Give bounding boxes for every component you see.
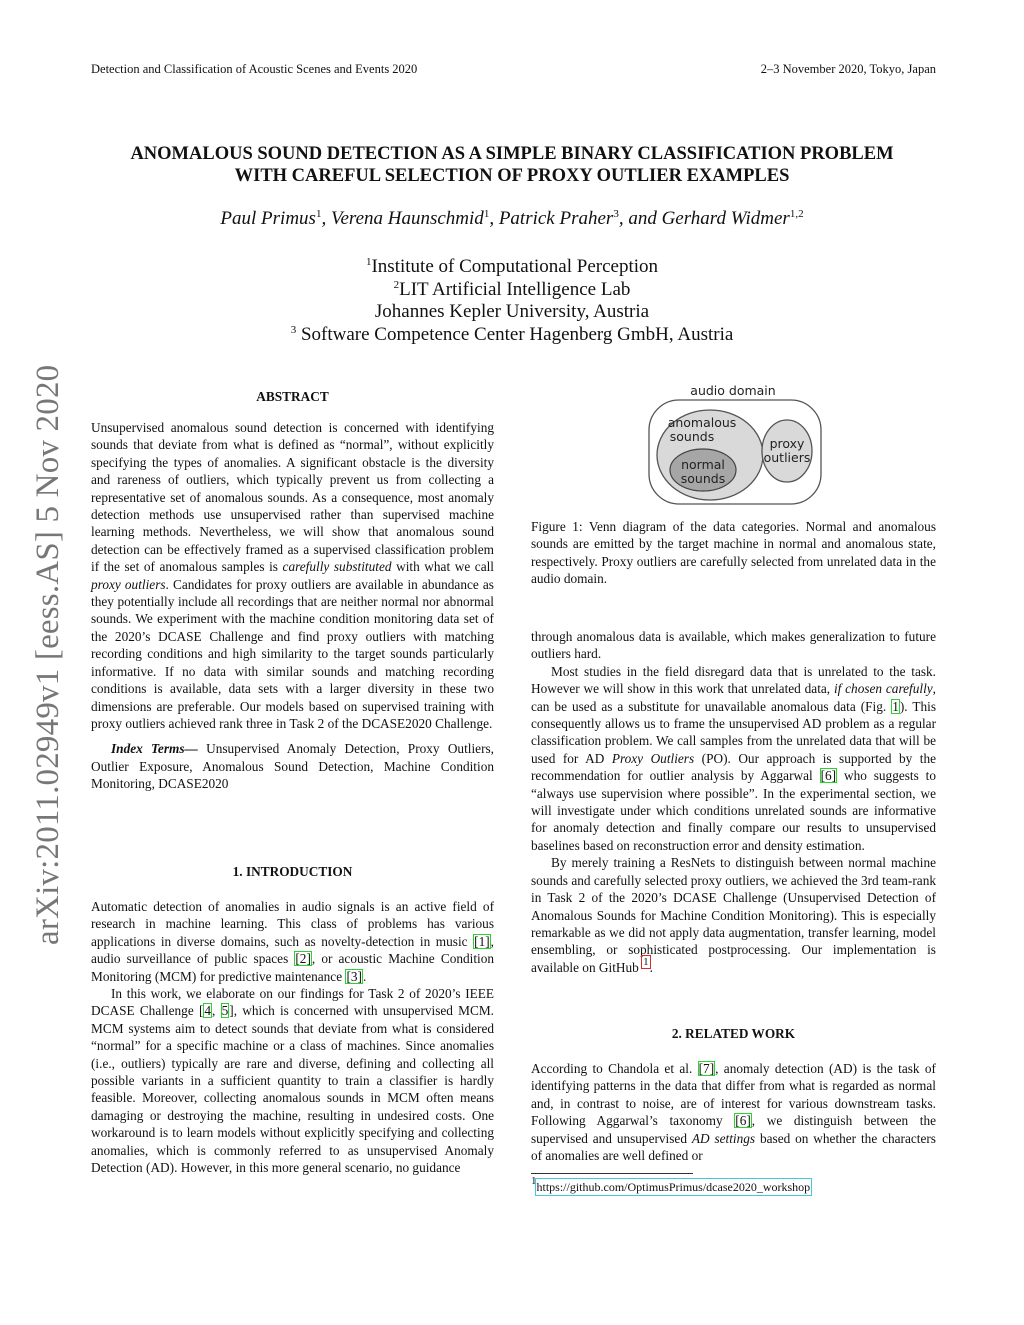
citation-link[interactable]: 5 [221,1003,229,1019]
title-line-1: ANOMALOUS SOUND DETECTION AS A SIMPLE BINARY CLASSIFICATION PROBLEM [130,144,894,164]
citation-link[interactable]: [6] [735,1113,751,1129]
figure-1-venn-diagram [640,380,830,510]
author-name: Gerhard Widmer [661,208,790,229]
citation-link[interactable]: [6] [820,768,837,784]
venn-label-proxy: proxy [769,436,805,451]
author-affiliation-mark: 3 [613,208,619,220]
footnote-ref-link[interactable]: 1 [643,955,649,968]
venn-label-anomalous-2: sounds [669,429,715,444]
footnote-mark: 1 [531,1175,537,1187]
citation-link[interactable]: [1] [474,933,490,949]
section-1-heading: 1. INTRODUCTION [232,864,353,879]
figure-1-caption: Figure 1: Venn diagram of the data categories. Normal and anomalous sounds are emitted by the target machine in normal and anomalous state, respectively. Proxy outliers are carefully selected from unrelated data in the audio domain. [531,519,936,587]
author-list: Paul Primus$^1$, Verena Haunschmid$^1$, Patrick Praher$^3$, and Gerhard Widmer$^{1,2}$ [220,208,804,229]
footnote [531,1175,811,1195]
affiliation-2: $^2$LIT Artificial Intelligence Lab [393,278,631,300]
citation-link[interactable]: 4 [204,1003,212,1019]
affiliations [60,256,964,346]
section-2-heading: 2. RELATED WORK [671,1026,796,1041]
introduction-body-continued: through anomalous data is available, which makes generalization to future outliers hard. Most studies in the field disregard data that is unrelated to the task. However we will show in this work that unrelated data, if chosen carefully, can be used as a substitute for unavailable anomalous data (Fig. 1). This consequently allows us to frame the unsupervised AD problem as a regular classification problem. We call samples from the unrelated data that will be used for AD Proxy Outliers (PO). Our approach is supported by the recommendation for outlier analysis by Aggarwal [6] who suggests to “always use supervision where possible”. In the experimental section, we will investigate under which conditions unrelated sounds are informative for anomaly detection and finally compare our results to unsupervised baselines based on reconstruction error and density estimation. By merely training a ResNets to distinguish between normal machine sounds and carefully selected proxy outliers, we achieved the 3rd team-rank in Task 2 of the 2020’s DCASE Challenge (Unsupervised Detection of Anomalous Sounds for Machine Condition Monitoring). This is especially remarkable as we did not apply data augmentation, transfer learning, model ensembling, or sophisticated postprocessing. Our implementation is available on GitHub $^1$. [531,629,937,975]
author-affiliation-mark: 1,2 [789,208,804,220]
venn-label-proxy-2: outliers [763,450,811,465]
author-affiliation-mark: 1 [483,208,490,220]
author-name: Patrick Praher [498,208,614,229]
abstract-body: Unsupervised anomalous sound detection is concerned with identifying sounds that deviate from what is defined as “normal”, without explicitly specifying the types of anomalies. A significant obstacle is the diversity and rareness of outliers, which typically prevent us from collecting a representative set of anomalous sounds. As a consequence, most anomaly detection methods use unsupervised rather than supervised machine learning methods. Nevertheless, we will show that anomalous sound detection can be effectively framed as a supervised classification problem if the set of anomalous samples is carefully substituted with what we call proxy outliers. Candidates for proxy outliers are available in abundance as they potentially include all recordings that are neither normal nor abnormal sounds. We experiment with the machine condition monitoring data set of the 2020’s DCASE Challenge and find proxy outliers with matching recording conditions and high similarity to the target sounds particularly informative. If no data with similar sounds and matching recording conditions is available, data sets with a larger diversity in these two dimensions are preferable. Our models based on supervised training with proxy outliers achieved rank three in Task 2 of the DCASE2020 Challenge. Index Terms— Unsupervised Anomaly Detection, Proxy Outliers, Outlier Exposure, Anomalous Sound Detection, Machine Condition Monitoring, DCASE2020 [91,420,494,792]
citation-link[interactable]: [2] [295,951,311,967]
venn-label-normal-2: sounds [680,471,726,486]
citation-link[interactable]: [3] [346,968,362,984]
title-line-2: WITH CAREFUL SELECTION OF PROXY OUTLIER EXAMPLES [234,166,790,186]
index-terms: Index Terms— Unsupervised Anomaly Detection, Proxy Outliers, Outlier Exposure, Anomalous Sound Detection, Machine Condition Monitoring, DCASE2020 [91,741,494,792]
running-header-left: Detection and Classification of Acoustic Scenes and Events 2020 [91,62,418,76]
author-affiliation-mark: 1 [315,208,322,220]
footnote-rule [531,1173,693,1174]
affiliation-3: $^3$ Software Competence Center Hagenberg GmbH, Austria [290,323,734,345]
venn-label-normal: normal [681,457,725,472]
affiliation-2-institution: Johannes Kepler University, Austria [374,301,650,322]
paper-title [60,143,964,187]
running-header-right: 2–3 November 2020, Tokyo, Japan [760,62,936,76]
arxiv-stamp: arXiv:2011.02949v1 [eess.AS] 5 Nov 2020 [30,364,66,945]
venn-label-anomalous: anomalous [667,415,737,430]
introduction-body: Automatic detection of anomalies in audio signals is an active field of research in machine learning. This class of problems has various applications in diverse domains, such as novelty-detection in music [1], audio surveillance of public spaces [2], or acoustic Machine Condition Monitoring (MCM) for predictive maintenance [3]. In this work, we elaborate on our findings for Task 2 of 2020’s IEEE DCASE Challenge [4, 5], which is concerned with unsupervised MCM. MCM systems aim to detect sounds that deviate from what is considered “normal” for a specific machine or a class of machines. Since anomalies (i.e., outliers) typically are rare and diverse, defining and collecting all possible variants in a sufficient quantity to train a classifier is hardly feasible. Moreover, collecting anomalous sounds in MCM often means damaging or destroying the machine, resulting in undesired costs. One workaround is to learn models without explicitly specifying and collecting anomalies, which is commonly referred to as unsupervised Anomaly Detection (AD). However, in this more general scenario, no guidance [91,899,495,1176]
affiliation-1: $^1$Institute of Computational Perception [365,256,659,277]
abstract-heading: ABSTRACT [256,389,329,404]
venn-label-audio-domain: audio domain [690,383,776,398]
github-url-link[interactable]: https://github.com/OptimusPrimus/dcase2020_workshop [536,1180,811,1194]
citation-link[interactable]: [7] [698,1061,715,1076]
figure-ref-link[interactable]: 1 [892,698,899,714]
related-work-body: According to Chandola et al. [7], anomaly detection (AD) is the task of identifying patterns in the data that differ from what is regarded as normal and, in contrast to noise, are of interest for various downstream tasks. Following Aggarwal’s taxonomy [6], we distinguish between the supervised and unsupervised AD settings based on whether the characters of anomalies are well defined or [531,1061,936,1164]
author-name: Verena Haunschmid [330,208,484,229]
author-name: Paul Primus [220,208,316,229]
